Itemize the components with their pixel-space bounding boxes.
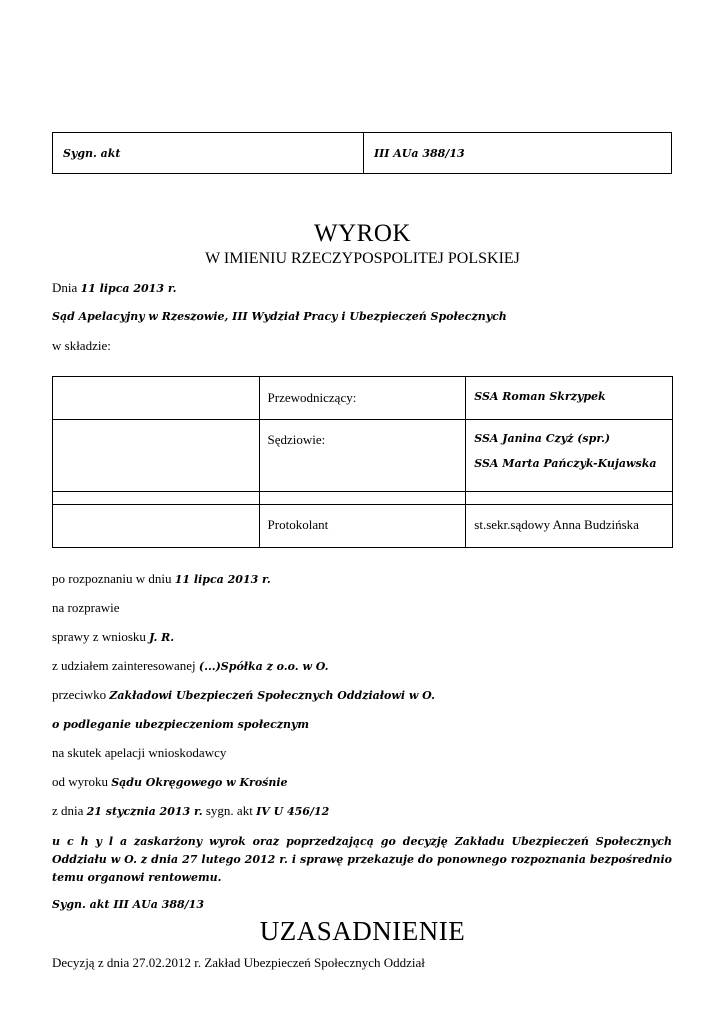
case-number-repeat-text: Sygn. akt III AUa 388/13 [52, 898, 204, 911]
justification-first-line [52, 954, 672, 972]
court-text: Sąd Apelacyjny w Rzeszowie, III Wydział Pracy i Ubezpieczeń Społecznych [52, 310, 507, 323]
participant-prefix: z udziałem zainteresowanej [52, 658, 199, 673]
table-cell-empty [53, 377, 260, 420]
case-applicant: J. R. [149, 631, 175, 644]
table-cell-empty [259, 492, 466, 505]
table-cell-empty [466, 492, 673, 505]
table-row [53, 505, 673, 548]
judgment-prefix: od wyroku [52, 774, 112, 789]
table-cell-empty [53, 492, 260, 505]
composition-table [52, 376, 673, 548]
table-row [53, 492, 673, 505]
justification-title: UZASADNIENIE [259, 916, 466, 946]
date-prefix: Dnia [52, 280, 81, 295]
date-line [52, 279, 672, 297]
case-number-label: Sygn. akt [53, 133, 364, 173]
judgment-line [52, 773, 672, 791]
judgment-court: Sądu Okręgowego w Krośnie [111, 776, 288, 789]
clerk-label: Protokolant [259, 505, 466, 548]
document-title: WYROK [314, 220, 411, 247]
table-row [53, 377, 673, 420]
case-number-repeat [52, 895, 672, 913]
participant-name: (...)Spółka z o.o. w O. [198, 660, 329, 673]
appeal-line [52, 744, 672, 762]
case-prefix: sprawy z wniosku [52, 629, 150, 644]
hearing-line [52, 599, 672, 617]
document-subtitle: W IMIENIU RZECZYPOSPOLITEJ POLSKIEJ [205, 250, 520, 267]
judges-label: Sędziowie: [259, 420, 466, 492]
judgment-date: 21 stycznia 2013 r. [86, 805, 203, 818]
justification-text: Decyzją z dnia 27.02.2012 r. Zakład Ubezpieczeń Społecznych Oddział [52, 955, 425, 970]
table-cell-empty [53, 420, 260, 492]
considered-date: 11 lipca 2013 r. [174, 573, 271, 586]
judgment-sygn: IV U 456/12 [256, 805, 330, 818]
court-name [52, 307, 672, 325]
table-cell-empty [53, 505, 260, 548]
case-number-value: III AUa 388/13 [374, 146, 465, 160]
case-number-box [52, 132, 672, 174]
judgment-date-prefix: z dnia [52, 803, 87, 818]
participant-line [52, 657, 672, 675]
considered-line [52, 570, 672, 588]
against-line [52, 686, 672, 704]
judgment-date-line [52, 802, 672, 820]
against-prefix: przeciwko [52, 687, 110, 702]
appeal-text: na skutek apelacji wnioskodawcy [52, 745, 227, 760]
judge-1-name: SSA Janina Czyż (spr.) [474, 432, 611, 445]
hearing-text: na rozprawie [52, 600, 120, 615]
table-row [53, 420, 673, 492]
chair-name: SSA Roman Skrzypek [466, 377, 673, 420]
judge-2-name: SSA Marta Pańczyk-Kujawska [474, 457, 657, 470]
against-name: Zakładowi Ubezpieczeń Społecznych Oddziałowi w O. [109, 689, 435, 702]
case-line [52, 628, 672, 646]
judgment-sygn-prefix: sygn. akt [202, 803, 257, 818]
clerk-name: st.sekr.sądowy Anna Budzińska [466, 505, 673, 548]
subject-line [52, 715, 672, 733]
date-value: 11 lipca 2013 r. [80, 282, 177, 295]
composition-intro [52, 337, 672, 355]
composition-intro-text: w składzie: [52, 338, 111, 353]
verdict-paragraph: u c h y l a zaskarżony wyrok oraz poprzedzającą go decyzję Zakładu Ubezpieczeń Społecznych Oddziału w O. z dnia 27 lutego 2012 r. i sprawę przekazuje do ponownego rozpoznania bezpośrednio temu organowi rentowemu. [52, 835, 672, 884]
chair-label: Przewodniczący: [259, 377, 466, 420]
judges-cell [466, 420, 673, 492]
considered-prefix: po rozpoznaniu w dniu [52, 571, 175, 586]
subject-text: o podleganie ubezpieczeniom społecznym [52, 718, 310, 731]
